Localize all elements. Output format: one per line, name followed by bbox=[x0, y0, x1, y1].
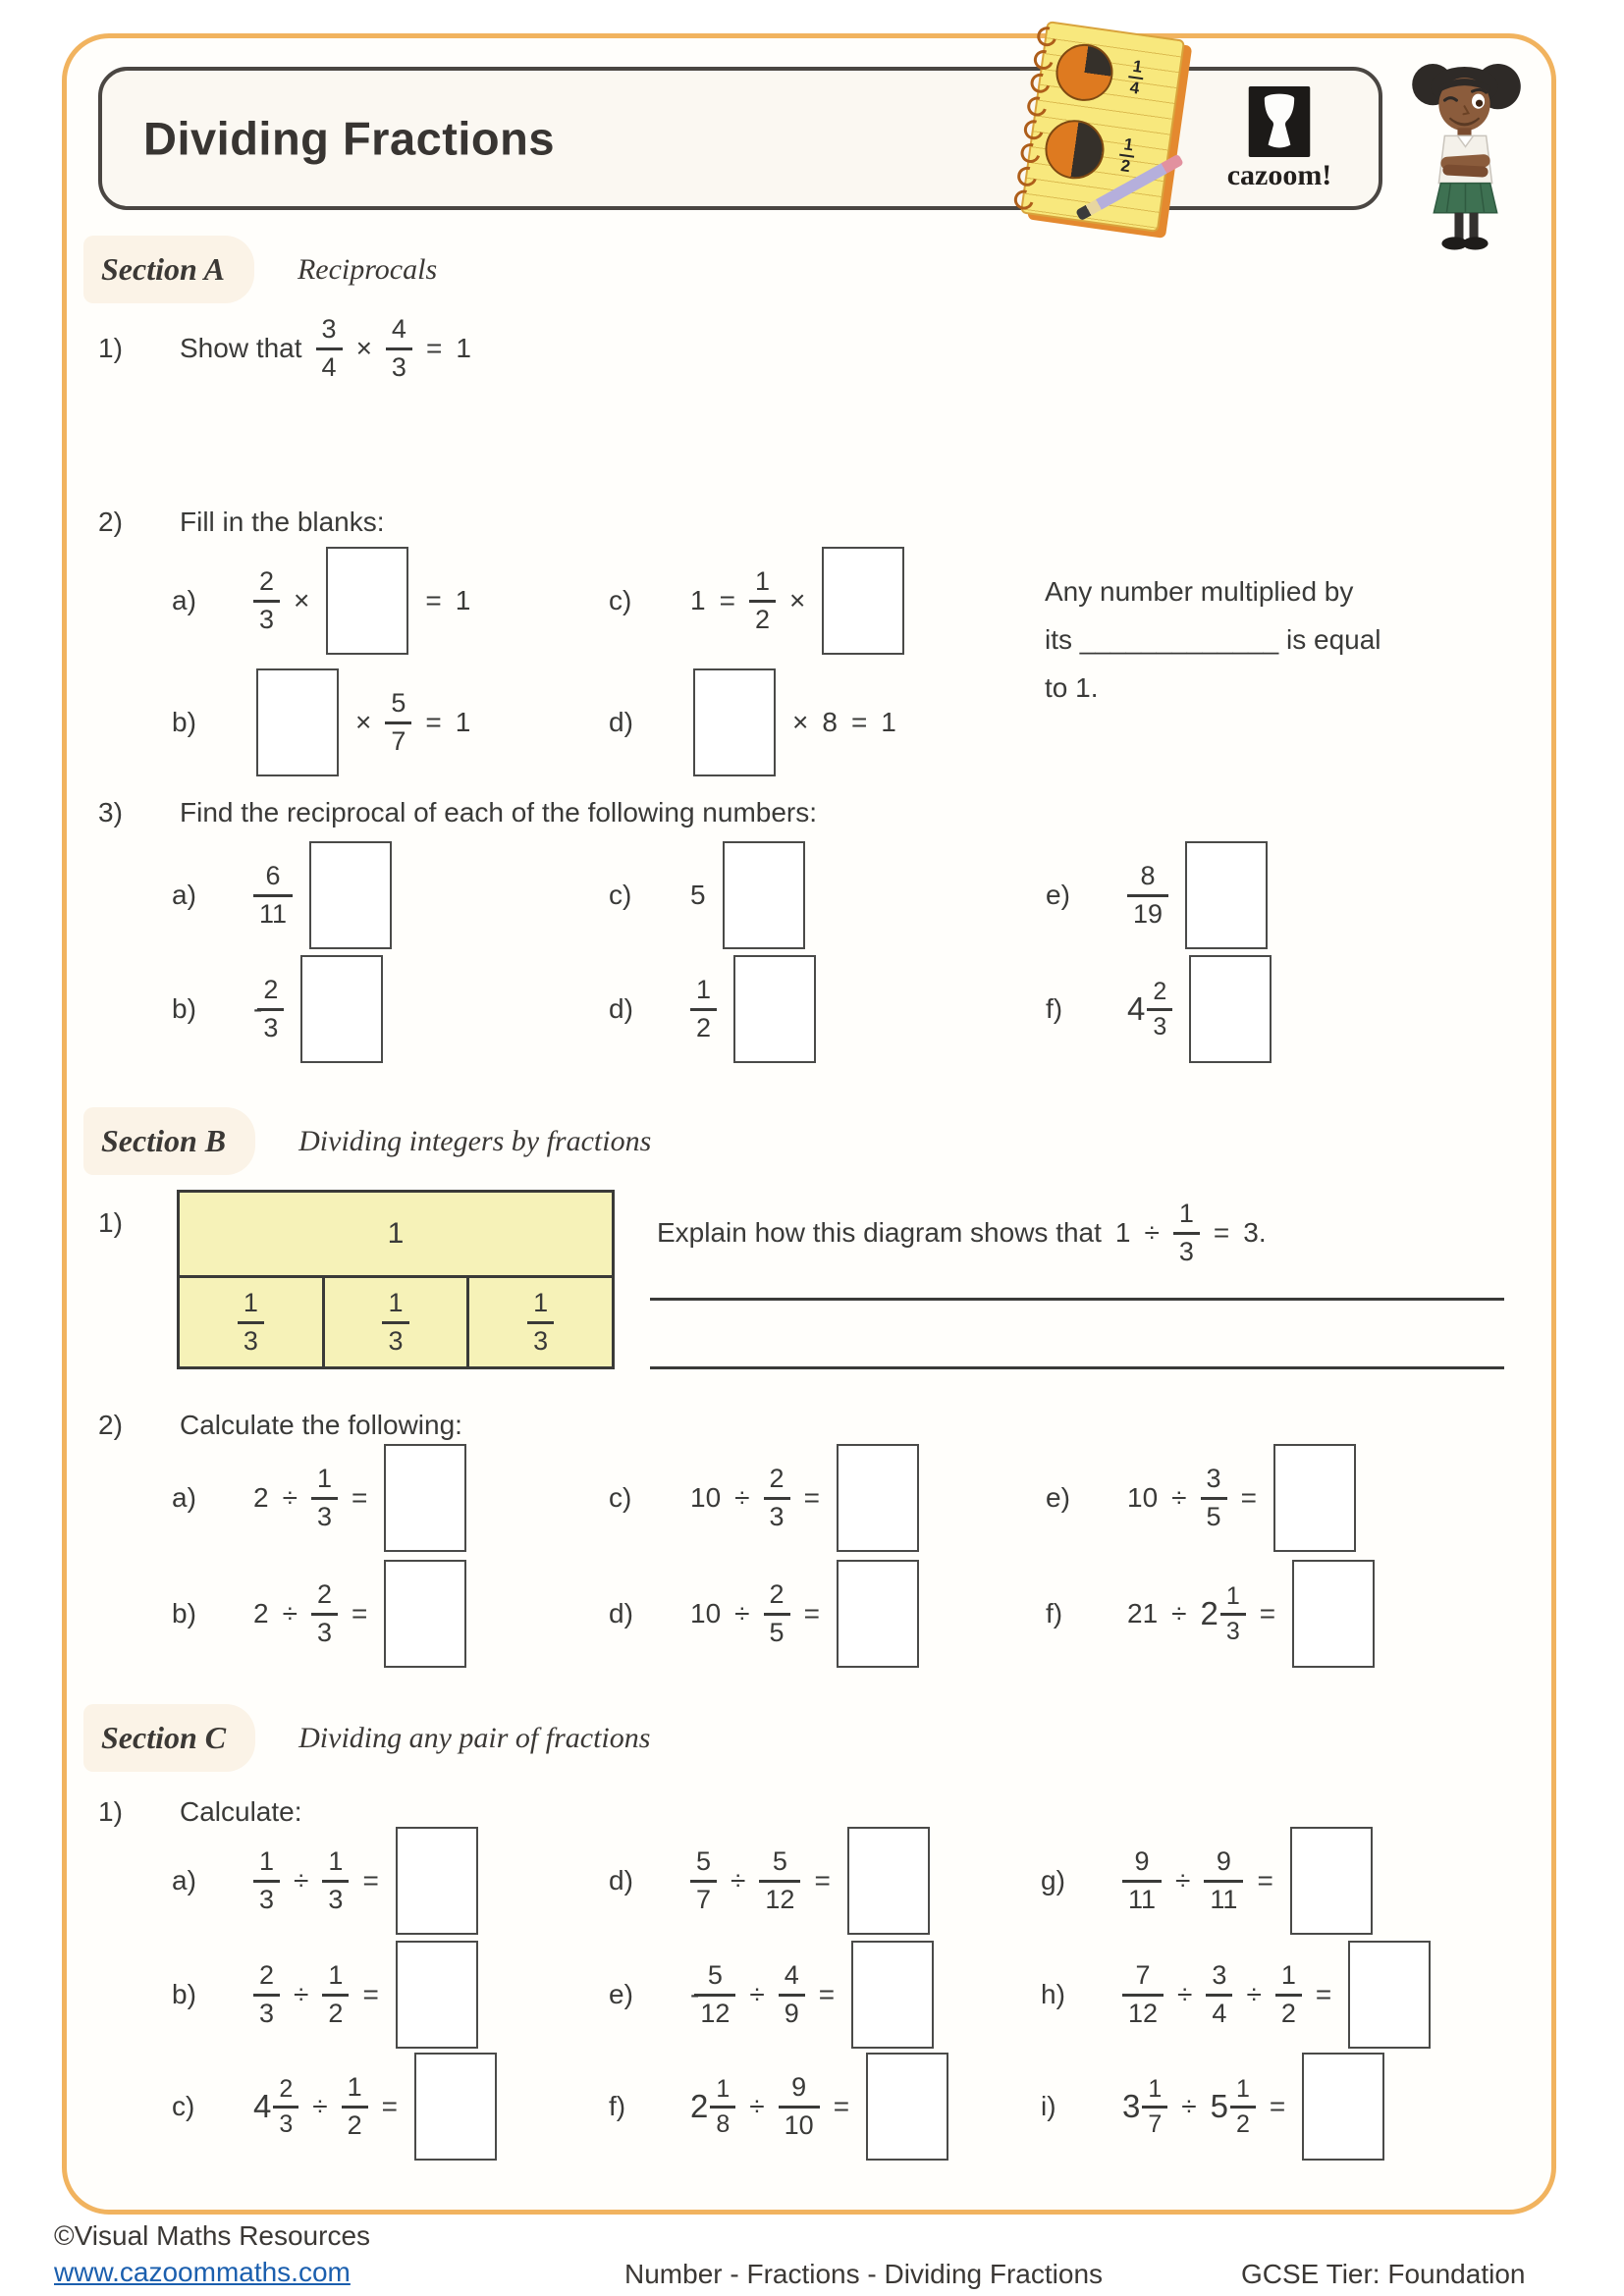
mixed-number: 2 $\frac{1}{3}$ bbox=[1201, 1582, 1246, 1646]
question-item bbox=[172, 1443, 476, 1553]
answer-box[interactable] bbox=[256, 668, 339, 776]
item-label: g) bbox=[1041, 1865, 1065, 1896]
answer-box[interactable] bbox=[1189, 955, 1272, 1063]
expression-text: ÷ bbox=[294, 1865, 309, 1896]
question-item bbox=[1046, 1443, 1366, 1553]
cazoom-logo bbox=[1216, 86, 1343, 192]
expression-text: × bbox=[294, 585, 310, 615]
question-item bbox=[609, 1443, 929, 1553]
answer-box[interactable] bbox=[1302, 2053, 1384, 2161]
question-item bbox=[172, 667, 477, 777]
expression-text: ÷ bbox=[294, 1979, 309, 2009]
answer-box[interactable] bbox=[1290, 1827, 1373, 1935]
mixed-number: 5 $\frac{1}{2}$ bbox=[1211, 2075, 1256, 2139]
item-label: c) bbox=[609, 880, 632, 910]
expression-text: = bbox=[1259, 1598, 1276, 1629]
fraction: $\frac{1}{2}$ bbox=[342, 2072, 368, 2140]
notebook-fraction-quarter: 1 4 bbox=[1126, 56, 1147, 98]
question-item bbox=[1041, 2052, 1394, 2162]
question-item bbox=[172, 1559, 476, 1669]
expression-text: ÷ bbox=[1177, 1979, 1193, 2009]
expression-text: = bbox=[814, 1865, 831, 1896]
item-label: d) bbox=[609, 993, 633, 1024]
header-title-box bbox=[98, 67, 1382, 210]
expression-text: Fill in the blanks: bbox=[180, 507, 385, 537]
fraction: $\frac{3}{4}$ bbox=[316, 314, 343, 382]
fraction: $\frac{1}{3}$ bbox=[253, 1846, 280, 1914]
section-b-subtitle: Dividing integers by fractions bbox=[298, 1124, 652, 1157]
expression-text: = bbox=[351, 1482, 368, 1513]
question-prompt bbox=[650, 1192, 1273, 1274]
answer-box[interactable] bbox=[822, 547, 904, 655]
student-character-illustration bbox=[1408, 61, 1524, 253]
expression-text: 8 bbox=[822, 707, 838, 737]
answer-box[interactable] bbox=[1185, 841, 1268, 949]
expression-text: = bbox=[1240, 1482, 1257, 1513]
expression-text: = bbox=[1269, 2091, 1286, 2121]
expression-text: 1 bbox=[690, 585, 706, 615]
question-item bbox=[609, 667, 903, 777]
expression-text: ÷ bbox=[282, 1598, 298, 1629]
answer-box[interactable] bbox=[414, 2053, 497, 2161]
diagram-whole-cell: 1 bbox=[180, 1193, 612, 1278]
fraction: $\frac{3}{4}$ bbox=[1206, 1960, 1232, 2028]
fraction: $\frac{5}{12}$ bbox=[694, 1960, 735, 2028]
fraction: $\frac{6}{11}$ bbox=[253, 861, 293, 929]
half-pie-icon bbox=[1042, 116, 1109, 183]
item-label: e) bbox=[1046, 1482, 1070, 1513]
expression-text: = bbox=[362, 1865, 379, 1896]
cazoom-logo-text: cazoom! bbox=[1226, 159, 1332, 191]
answer-box[interactable] bbox=[837, 1560, 919, 1668]
fraction: $\frac{2}{3}$ bbox=[764, 1464, 790, 1531]
fraction: $\frac{1}{3}$ bbox=[1220, 1582, 1246, 1646]
quarter-pie-icon bbox=[1053, 40, 1117, 105]
mixed-number: 4 $\frac{2}{3}$ bbox=[1127, 978, 1172, 1041]
fraction: $\frac{2}{3}$ bbox=[253, 1960, 280, 2028]
answer-box[interactable] bbox=[1348, 1941, 1431, 2049]
expression-text: ÷ bbox=[734, 1598, 750, 1629]
expression-text: 10 bbox=[690, 1598, 722, 1629]
expression-text: = bbox=[425, 585, 442, 615]
expression-text: 5 bbox=[690, 880, 706, 910]
expression-text: = bbox=[1213, 1217, 1230, 1248]
expression-text: Explain how this diagram shows that bbox=[657, 1217, 1102, 1248]
expression-text: Find the reciprocal of each of the following numbers: bbox=[180, 797, 818, 828]
expression-text: 1 bbox=[1114, 1217, 1131, 1248]
answer-box[interactable] bbox=[384, 1444, 466, 1552]
mixed-number: 2 $\frac{1}{8}$ bbox=[690, 2075, 735, 2139]
answer-line[interactable] bbox=[650, 1366, 1504, 1369]
fraction-bar-diagram bbox=[177, 1190, 615, 1369]
item-label: a) bbox=[172, 1482, 196, 1513]
diagram-third-cell bbox=[180, 1278, 325, 1366]
question-item bbox=[172, 1826, 488, 1936]
fraction: $\frac{5}{7}$ bbox=[690, 1846, 717, 1914]
answer-box[interactable] bbox=[1273, 1444, 1356, 1552]
expression-text: - bbox=[690, 1979, 700, 2009]
expression-text: Calculate: bbox=[180, 1796, 302, 1827]
question-row bbox=[98, 306, 478, 391]
fraction: $\frac{1}{2}$ bbox=[749, 566, 776, 634]
expression-text: = bbox=[1257, 1865, 1273, 1896]
expression-text: = bbox=[425, 333, 443, 363]
diagram-thirds-row bbox=[180, 1278, 612, 1366]
fraction: $\frac{2}{3}$ bbox=[273, 2075, 298, 2139]
expression-text: Show that bbox=[180, 333, 302, 363]
expression-text: Calculate the following: bbox=[180, 1410, 462, 1440]
section-b-header bbox=[83, 1107, 651, 1175]
expression-text: ÷ bbox=[1144, 1217, 1160, 1248]
item-label: d) bbox=[609, 707, 633, 737]
question-row bbox=[98, 503, 392, 542]
item-label: a) bbox=[172, 585, 196, 615]
section-b-label: Section B bbox=[83, 1107, 255, 1175]
section-c-label: Section C bbox=[83, 1704, 255, 1772]
item-label: a) bbox=[172, 880, 196, 910]
expression-text: ÷ bbox=[312, 2091, 328, 2121]
fraction: $\frac{1}{3}$ bbox=[382, 1288, 408, 1356]
item-label: h) bbox=[1041, 1979, 1065, 2009]
expression-text: = bbox=[425, 707, 442, 737]
expression-text: 21 bbox=[1127, 1598, 1159, 1629]
expression-text: 10 bbox=[1127, 1482, 1159, 1513]
fraction: $\frac{9}{11}$ bbox=[1122, 1846, 1162, 1914]
expression-text: 1 bbox=[456, 333, 471, 363]
item-label: 2) bbox=[98, 507, 123, 537]
expression-text: = bbox=[850, 707, 868, 737]
item-label: i) bbox=[1041, 2091, 1056, 2121]
fraction: $\frac{1}{3}$ bbox=[238, 1288, 264, 1356]
note-line: to 1. bbox=[1045, 672, 1099, 703]
expression-text: 1 bbox=[881, 707, 896, 737]
footer-topic: Number - Fractions - Dividing Fractions bbox=[624, 2259, 1104, 2289]
item-label: e) bbox=[1046, 880, 1070, 910]
expression-text: = bbox=[833, 2091, 850, 2121]
expression-text: = bbox=[803, 1598, 820, 1629]
question-item bbox=[609, 952, 826, 1066]
item-label: e) bbox=[609, 1979, 633, 2009]
question-item bbox=[1046, 1559, 1384, 1669]
answer-box[interactable] bbox=[396, 1941, 478, 2049]
expression-text: ÷ bbox=[1181, 2091, 1197, 2121]
fraction: $\frac{9}{11}$ bbox=[1204, 1846, 1243, 1914]
item-label: b) bbox=[172, 1979, 196, 2009]
question-item bbox=[609, 2052, 958, 2162]
section-a-header bbox=[83, 236, 437, 303]
footer-tier: GCSE Tier: Foundation bbox=[1241, 2259, 1526, 2289]
expression-text: ÷ bbox=[731, 1865, 746, 1896]
answer-box[interactable] bbox=[309, 841, 392, 949]
section-c-subtitle: Dividing any pair of fractions bbox=[298, 1721, 651, 1754]
item-label: f) bbox=[1046, 993, 1063, 1024]
expression-text: ÷ bbox=[1171, 1598, 1187, 1629]
expression-text: × bbox=[355, 333, 372, 363]
expression-text: = bbox=[818, 1979, 836, 2009]
page-title: Dividing Fractions bbox=[143, 112, 555, 165]
mixed-number: 3 $\frac{1}{7}$ bbox=[1122, 2075, 1167, 2139]
answer-box[interactable] bbox=[851, 1941, 934, 2049]
fraction: $\frac{8}{19}$ bbox=[1127, 861, 1168, 929]
question-number: 1) bbox=[98, 1207, 123, 1238]
answer-box[interactable] bbox=[326, 547, 408, 655]
expression-text: 3. bbox=[1243, 1217, 1267, 1248]
item-label: 1) bbox=[98, 333, 123, 363]
answer-box[interactable] bbox=[723, 841, 805, 949]
answer-box[interactable] bbox=[300, 955, 383, 1063]
footer-copyright: ©Visual Maths Resources bbox=[54, 2220, 371, 2251]
note-line: its _____________ is equal bbox=[1045, 624, 1381, 655]
fraction: $\frac{1}{2}$ bbox=[1275, 1960, 1302, 2028]
question-item bbox=[172, 546, 477, 656]
fraction: $\frac{9}{10}$ bbox=[779, 2072, 820, 2140]
fraction: $\frac{2}{3}$ bbox=[257, 975, 284, 1042]
expression-text: 2 bbox=[253, 1598, 269, 1629]
item-label: b) bbox=[172, 1598, 196, 1629]
expression-text: ÷ bbox=[1175, 1865, 1191, 1896]
expression-text: = bbox=[351, 1598, 368, 1629]
answer-box[interactable] bbox=[866, 2053, 948, 2161]
expression-text: × bbox=[355, 707, 372, 737]
question-item bbox=[172, 1940, 488, 2050]
item-label: d) bbox=[609, 1598, 633, 1629]
fraction: $\frac{1}{7}$ bbox=[1142, 2075, 1167, 2139]
item-label: c) bbox=[609, 585, 632, 615]
question-item bbox=[172, 2052, 507, 2162]
expression-text: ÷ bbox=[749, 2091, 765, 2121]
expression-text: × bbox=[792, 707, 809, 737]
question-row bbox=[98, 1406, 469, 1445]
expression-text: 1 bbox=[455, 707, 471, 737]
fraction: $\frac{1}{2}$ bbox=[1230, 2075, 1256, 2139]
expression-text: ÷ bbox=[282, 1482, 298, 1513]
question-row bbox=[98, 793, 824, 832]
fraction: $\frac{1}{2}$ bbox=[690, 975, 717, 1042]
expression-text: = bbox=[1315, 1979, 1332, 2009]
question-item bbox=[609, 1940, 944, 2050]
expression-text: × bbox=[788, 585, 806, 615]
question-item bbox=[1041, 1940, 1440, 2050]
expression-text: 10 bbox=[690, 1482, 722, 1513]
item-label: 2) bbox=[98, 1410, 123, 1440]
expression-text: ÷ bbox=[1171, 1482, 1187, 1513]
item-label: c) bbox=[609, 1482, 632, 1513]
fraction: $\frac{2}{3}$ bbox=[311, 1579, 338, 1647]
fraction: $\frac{5}{12}$ bbox=[759, 1846, 800, 1914]
answer-box[interactable] bbox=[384, 1560, 466, 1668]
expression-text: ÷ bbox=[1246, 1979, 1262, 2009]
fraction: $\frac{1}{8}$ bbox=[710, 2075, 735, 2139]
item-label: 3) bbox=[98, 797, 123, 828]
answer-box[interactable] bbox=[396, 1827, 478, 1935]
expression-text: ÷ bbox=[749, 1979, 765, 2009]
expression-text: = bbox=[719, 585, 735, 615]
expression-text: ÷ bbox=[734, 1482, 750, 1513]
note-line: Any number multiplied by bbox=[1045, 576, 1354, 607]
section-c-header bbox=[83, 1704, 650, 1772]
fraction: $\frac{1}{3}$ bbox=[322, 1846, 349, 1914]
diagram-third-cell bbox=[469, 1278, 612, 1366]
mixed-number: 4 $\frac{2}{3}$ bbox=[253, 2075, 298, 2139]
notebook-fraction-half: 1 2 bbox=[1116, 134, 1137, 177]
answer-box[interactable] bbox=[1292, 1560, 1375, 1668]
item-label: b) bbox=[172, 993, 196, 1024]
footer-website-link[interactable]: www.cazoommaths.com bbox=[54, 2257, 351, 2287]
question-item bbox=[609, 1826, 940, 1936]
fraction: $\frac{1}{3}$ bbox=[311, 1464, 338, 1531]
answer-box[interactable] bbox=[847, 1827, 930, 1935]
fraction: $\frac{4}{3}$ bbox=[386, 314, 412, 382]
item-label: 1) bbox=[98, 1796, 123, 1827]
item-label: f) bbox=[1046, 1598, 1063, 1629]
question-item bbox=[609, 546, 914, 656]
question-item bbox=[1041, 1826, 1382, 1936]
question-item bbox=[172, 952, 393, 1066]
fraction: $\frac{1}{2}$ bbox=[322, 1960, 349, 2028]
item-label: a) bbox=[172, 1865, 196, 1896]
expression-text: 2 bbox=[253, 1482, 269, 1513]
fraction: $\frac{2}{5}$ bbox=[764, 1579, 790, 1647]
fraction: $\frac{5}{7}$ bbox=[385, 688, 411, 756]
question-item bbox=[172, 838, 402, 952]
item-label: f) bbox=[609, 2091, 626, 2121]
answer-box[interactable] bbox=[837, 1444, 919, 1552]
section-a-subtitle: Reciprocals bbox=[297, 252, 438, 286]
item-label: b) bbox=[172, 707, 196, 737]
answer-box[interactable] bbox=[733, 955, 816, 1063]
question-item bbox=[609, 1559, 929, 1669]
expression-text: = bbox=[362, 1979, 379, 2009]
fraction: $\frac{1}{3}$ bbox=[1173, 1199, 1200, 1266]
section-a-label: Section A bbox=[83, 236, 254, 303]
answer-box[interactable] bbox=[693, 668, 776, 776]
expression-text: = bbox=[803, 1482, 820, 1513]
question-item bbox=[1046, 952, 1281, 1066]
fraction: $\frac{3}{5}$ bbox=[1201, 1464, 1227, 1531]
expression-text: 1 bbox=[455, 585, 471, 615]
fraction: $\frac{4}{9}$ bbox=[779, 1960, 805, 2028]
item-label: c) bbox=[172, 2091, 195, 2121]
fraction: $\frac{1}{3}$ bbox=[527, 1288, 554, 1356]
fraction: $\frac{2}{3}$ bbox=[253, 566, 280, 634]
item-label: d) bbox=[609, 1865, 633, 1896]
diagram-third-cell bbox=[325, 1278, 470, 1366]
fraction: $\frac{2}{3}$ bbox=[1147, 978, 1172, 1041]
question-item bbox=[609, 838, 815, 952]
expression-text: - bbox=[253, 993, 263, 1024]
expression-text: = bbox=[381, 2091, 399, 2121]
answer-line[interactable] bbox=[650, 1298, 1504, 1301]
fraction: $\frac{7}{12}$ bbox=[1122, 1960, 1164, 2028]
reciprocal-note bbox=[1045, 567, 1516, 712]
drum-icon bbox=[1248, 86, 1311, 157]
question-item bbox=[1046, 838, 1277, 952]
